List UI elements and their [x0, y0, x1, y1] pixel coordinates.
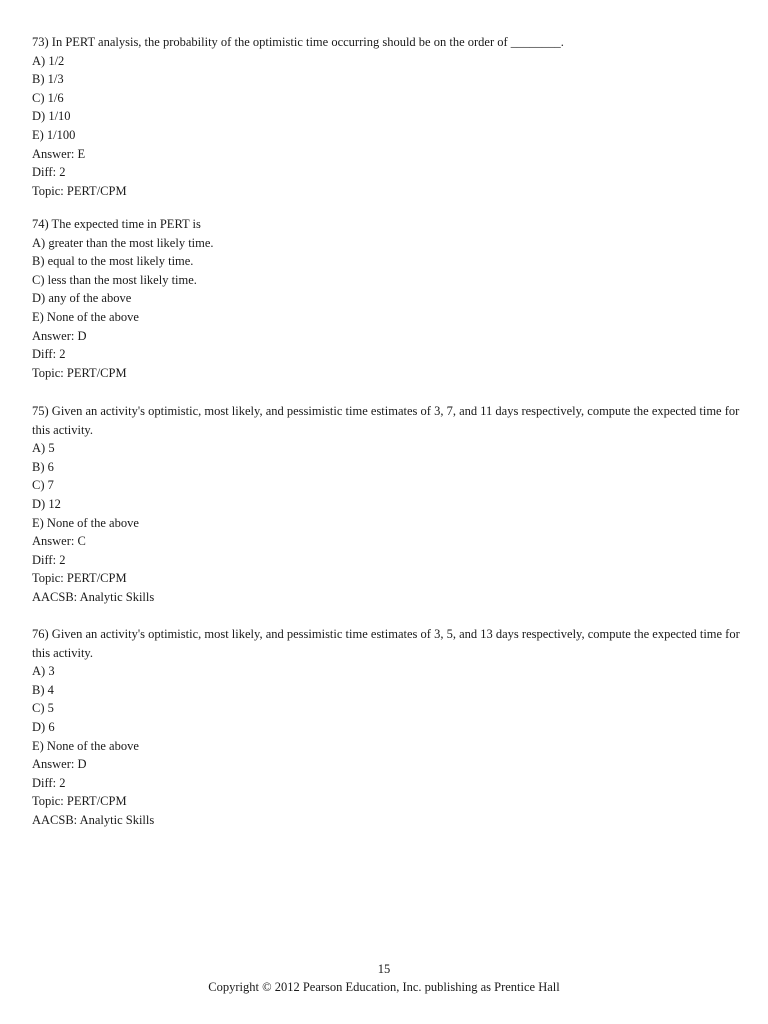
aacsb-line: AACSB: Analytic Skills [32, 812, 155, 827]
question-stem: 74) The expected time in PERT is [32, 217, 201, 231]
option-b: B) 4 [32, 682, 54, 697]
question-stem: 76) Given an activity's optimistic, most likely, and pessimistic time estimates of 3, 5, and 13 days respectively, compute the expected time for this activity. [32, 627, 740, 660]
topic-line: Topic: PERT/CPM [32, 794, 127, 809]
option-c: C) less than the most likely time. [32, 272, 197, 287]
option-a: A) 3 [32, 664, 55, 679]
topic-line: Topic: PERT/CPM [32, 365, 127, 380]
aacsb-line: AACSB: Analytic Skills [32, 589, 155, 604]
question-75 [32, 402, 742, 607]
answer-line: Answer: E [32, 146, 86, 161]
option-d: D) 6 [32, 719, 55, 734]
difficulty-line: Diff: 2 [32, 165, 66, 180]
question-74 [32, 215, 742, 382]
option-d: D) 1/10 [32, 109, 71, 124]
question-stem: 75) Given an activity's optimistic, most likely, and pessimistic time estimates of 3, 7, and 11 days respectively, compute the expected time for this activity. [32, 404, 740, 437]
option-d: D) 12 [32, 496, 61, 511]
difficulty-line: Diff: 2 [32, 347, 66, 362]
answer-line: Answer: D [32, 757, 87, 772]
answer-line: Answer: C [32, 534, 86, 549]
option-a: A) 1/2 [32, 53, 65, 68]
option-b: B) 1/3 [32, 72, 64, 87]
option-c: C) 7 [32, 478, 54, 493]
option-b: B) 6 [32, 459, 54, 474]
option-e: E) 1/100 [32, 127, 76, 142]
question-76 [32, 625, 742, 830]
option-c: C) 1/6 [32, 90, 64, 105]
answer-line: Answer: D [32, 328, 87, 343]
option-a: A) greater than the most likely time. [32, 235, 214, 250]
option-e: E) None of the above [32, 738, 139, 753]
question-stem: 73) In PERT analysis, the probability of the optimistic time occurring should be on the order of ________. [32, 35, 564, 49]
difficulty-line: Diff: 2 [32, 552, 66, 567]
copyright-notice: Copyright © 2012 Pearson Education, Inc. publishing as Prentice Hall [208, 980, 560, 994]
page-number: 15 [377, 962, 391, 976]
option-e: E) None of the above [32, 309, 139, 324]
option-d: D) any of the above [32, 291, 132, 306]
option-c: C) 5 [32, 701, 54, 716]
difficulty-line: Diff: 2 [32, 775, 66, 790]
topic-line: Topic: PERT/CPM [32, 183, 127, 198]
option-a: A) 5 [32, 441, 55, 456]
option-e: E) None of the above [32, 515, 139, 530]
option-b: B) equal to the most likely time. [32, 254, 194, 269]
question-73 [32, 33, 742, 200]
topic-line: Topic: PERT/CPM [32, 571, 127, 586]
